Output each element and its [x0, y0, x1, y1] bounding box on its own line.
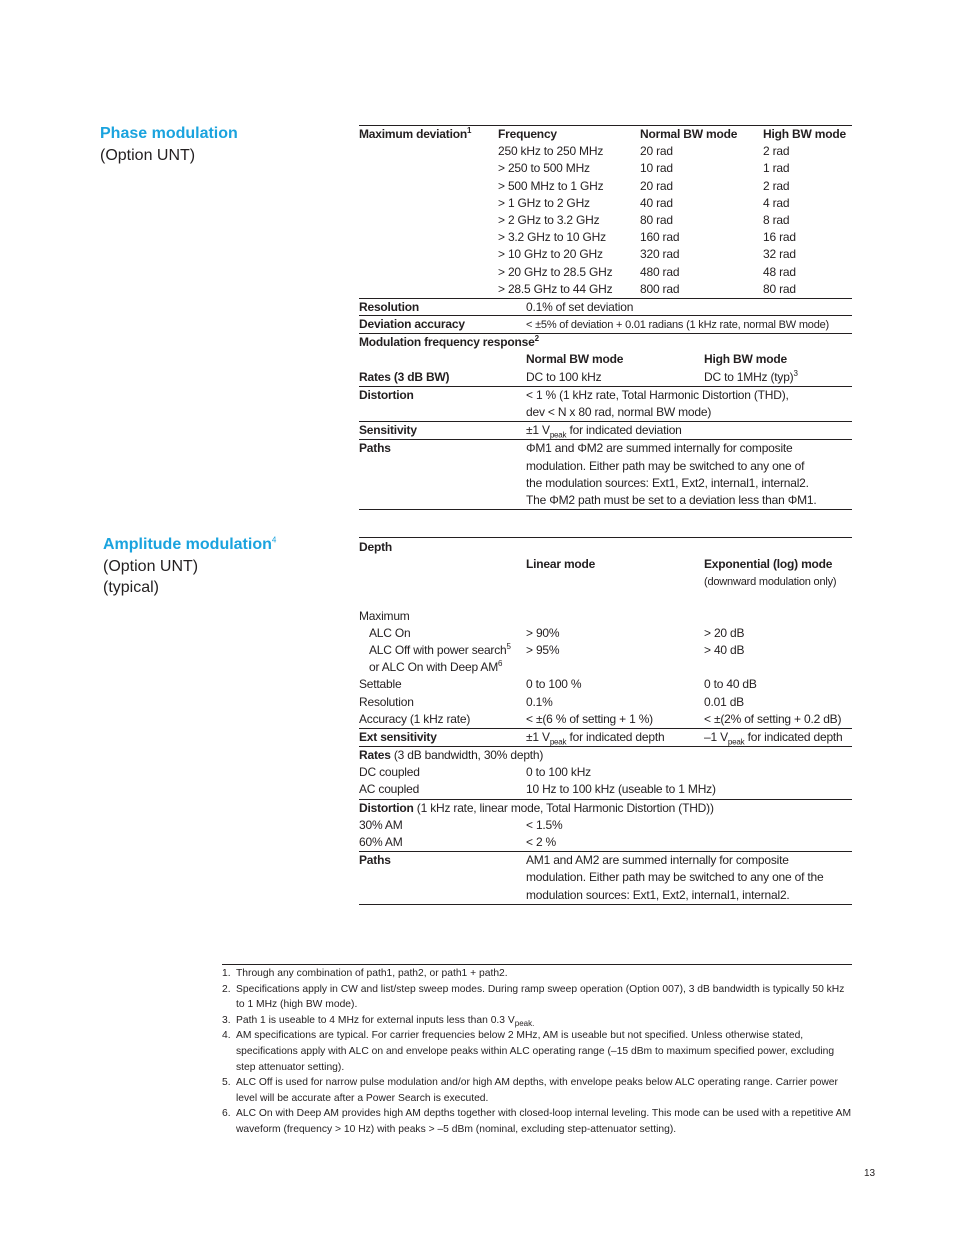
am-accuracy-exp: < ±(2% of setting + 0.2 dB): [704, 711, 842, 726]
footnote-item: [222, 982, 852, 1013]
am-alc-off-exp: > 40 dB: [704, 642, 745, 657]
footnote-text: Path 1 is useable to 4 MHz for external inputs less than 0.3 V: [236, 1014, 515, 1026]
am-30-value: < 1.5%: [526, 817, 563, 832]
pm-dev-high: 80 rad: [763, 281, 796, 296]
footnote-text: Specifications apply in CW and list/step sweep modes. During ramp sweep operation (Option 007), 3 dB bandwidth is typically 50 kHz to 1 MHz (high BW mode).: [236, 983, 845, 1011]
footnote-item: [222, 1106, 852, 1137]
am-dc-coupled-row: [359, 764, 852, 781]
pm-rates-row: [359, 369, 852, 387]
am-60-row: [359, 834, 852, 852]
footnote-item: [222, 1028, 852, 1075]
pm-dev-frequency: > 250 to 500 MHz: [498, 161, 590, 176]
am-exp-header: Exponential (log) mode: [704, 557, 833, 571]
pm-deviation-row: [359, 143, 852, 160]
pm-deviation-row: [359, 229, 852, 246]
am-paths-block: [359, 852, 852, 905]
pm-mfr-high-header: High BW mode: [704, 352, 787, 367]
am-dc-coupled-value: 0 to 100 kHz: [526, 765, 591, 780]
pm-dev-frequency: > 28.5 GHz to 44 GHz: [498, 281, 613, 296]
pm-dev-frequency: > 3.2 GHz to 10 GHz: [498, 230, 606, 245]
pm-spec-table: [359, 125, 852, 510]
pm-dev-high: 8 rad: [763, 212, 790, 227]
pm-paths-label: Paths: [359, 441, 391, 456]
footnotes: [222, 966, 852, 1138]
pm-accuracy-label: Deviation accuracy: [359, 317, 465, 332]
am-section-typical: (typical): [103, 579, 160, 596]
am-ext-sens-linear: ±1 $V_{peak}$ for indicated depth: [526, 729, 665, 747]
pm-dev-high: 1 rad: [763, 161, 790, 176]
am-resolution-label: Resolution: [359, 694, 414, 709]
normal-bw-header: Normal BW mode: [640, 127, 738, 141]
pm-section-subtitle: (Option UNT): [100, 147, 196, 164]
footnote-item: [222, 966, 852, 982]
footnote-number: 2.: [222, 983, 231, 995]
pm-mfr-label: Modulation frequency response$^2$: [359, 334, 539, 350]
pm-paths-row: [359, 475, 852, 492]
pm-rates-normal: DC to 100 kHz: [526, 369, 602, 384]
pm-dev-normal: 10 rad: [640, 161, 673, 176]
pm-paths-text: ΦM1 and ΦM2 are summed internally for composite: [526, 441, 793, 456]
am-maximum-row: [359, 608, 852, 625]
pm-accuracy-row: [359, 316, 852, 334]
pm-resolution-value: 0.1% of set deviation: [526, 299, 634, 314]
am-30-row: [359, 817, 852, 834]
am-settable-linear: 0 to 100 %: [526, 677, 582, 692]
footnote-number: 5.: [222, 1077, 231, 1089]
am-ext-sens-label: Ext sensitivity: [359, 729, 437, 744]
pm-sensitivity-row: [359, 422, 852, 440]
footnote-item: [222, 1075, 852, 1106]
pm-mfr-row: [359, 334, 852, 351]
am-alc-on-row: [359, 625, 852, 642]
am-60-value: < 2 %: [526, 835, 557, 849]
am-linear-header: Linear mode: [526, 557, 596, 571]
am-deep-am-label: or ALC On with Deep $AM^6$: [369, 659, 503, 675]
am-depth-row: [359, 537, 852, 556]
pm-dev-high: 48 rad: [763, 264, 796, 279]
am-dc-coupled-label: DC coupled: [359, 765, 420, 780]
pm-section-title: Phase modulation: [100, 125, 238, 142]
am-deep-am-row: [359, 659, 852, 676]
pm-dev-normal: 20 rad: [640, 144, 673, 159]
pm-dev-frequency: > 20 GHz to 28.5 GHz: [498, 264, 613, 279]
footnote-divider: [222, 964, 852, 965]
am-resolution-row: [359, 694, 852, 711]
am-alc-on-linear: > 90%: [526, 625, 560, 640]
pm-deviation-row: [359, 281, 852, 298]
pm-paths-row: [359, 492, 852, 509]
pm-dev-frequency: > 500 MHz to 1 GHz: [498, 178, 604, 193]
pm-paths-text: the modulation sources: Ext1, Ext2, internal1, internal2.: [526, 475, 809, 490]
am-settable-row: [359, 676, 852, 693]
am-paths-row: [359, 852, 852, 869]
pm-mfr-normal-header: Normal BW mode: [526, 352, 624, 367]
am-60-label: 60% AM: [359, 835, 403, 849]
frequency-header: Frequency: [498, 127, 557, 141]
pm-resolution-row: [359, 298, 852, 316]
pm-dev-frequency: > 1 GHz to 2 GHz: [498, 195, 590, 210]
am-depth-label: Depth: [359, 540, 392, 554]
am-alc-on-label: ALC On: [369, 625, 411, 640]
am-accuracy-linear: < ±(6 % of setting + 1 %): [526, 711, 653, 726]
pm-distortion-row2: [359, 404, 852, 422]
pm-distortion-line2: dev < N x 80 rad, normal BW mode): [526, 405, 712, 419]
am-settable-label: Settable: [359, 677, 402, 692]
pm-deviation-row: [359, 178, 852, 195]
am-exp-note: (downward modulation only): [704, 576, 837, 589]
pm-dev-normal: 800 rad: [640, 281, 680, 296]
pm-deviation-row: [359, 212, 852, 229]
footnote-text: ALC Off is used for narrow pulse modulation and/or high AM depths, with envelope peaks below ALC operating range. Carrier power level will be accurate after a Power Search is executed.: [236, 1077, 838, 1104]
pm-paths-row: [359, 440, 852, 457]
am-ext-sens-row: [359, 729, 852, 747]
pm-dev-normal: 20 rad: [640, 178, 673, 193]
footnote-text: Through any combination of path1, path2, or path1 + path2.: [236, 968, 508, 979]
pm-sensitivity-label: Sensitivity: [359, 423, 417, 438]
am-alc-off-linear: > 95%: [526, 642, 560, 657]
high-bw-header: High BW mode: [763, 127, 846, 141]
am-rates-row: [359, 747, 852, 764]
footnote-text: ALC On with Deep AM provides high AM depths together with closed-loop internal leveling. This mode can be used with a repetitive AM waveform (frequency > 10 Hz) with peaks > –5 dBm (nominal, excluding step-attenuator setting).: [236, 1108, 852, 1135]
am-exp-note-row: [359, 573, 852, 590]
am-alc-on-exp: > 20 dB: [704, 625, 745, 640]
am-paths-text: modulation sources: Ext1, Ext2, internal1, internal2.: [526, 887, 790, 902]
am-resolution-linear: 0.1%: [526, 694, 553, 709]
pm-dev-high: 2 rad: [763, 144, 790, 159]
pm-dev-high: 2 rad: [763, 178, 790, 193]
pm-mfr-head-row: [359, 351, 852, 368]
am-ac-coupled-value: 10 Hz to 100 kHz (useable to 1 MHz): [526, 782, 716, 797]
pm-paths-text: The ΦM2 path must be set to a deviation less than ΦM1.: [526, 492, 817, 507]
pm-dev-frequency: > 10 GHz to 20 GHz: [498, 247, 603, 262]
am-ext-sens-exp: –1 $V_{peak}$ for indicated depth: [704, 729, 843, 747]
pm-dev-header-row: [359, 125, 852, 143]
am-resolution-exp: 0.01 dB: [704, 694, 744, 709]
pm-distortion-line1: < 1 % (1 kHz rate, Total Harmonic Distortion (THD),: [526, 387, 789, 402]
pm-rates-label: Rates (3 dB BW): [359, 369, 450, 384]
max-deviation-label: Maximum deviation$^1$: [359, 126, 472, 141]
am-spacer: [359, 590, 852, 607]
am-alc-off-row: [359, 642, 852, 659]
footnote-subscript: peak.: [514, 1018, 535, 1028]
pm-deviation-row: [359, 195, 852, 212]
am-paths-row: [359, 869, 852, 886]
am-accuracy-row: [359, 711, 852, 729]
pm-paths-text: modulation. Either path may be switched to any one of: [526, 458, 805, 473]
am-paths-label: Paths: [359, 853, 391, 868]
am-ac-coupled-label: AC coupled: [359, 782, 420, 797]
pm-dev-high: 32 rad: [763, 247, 796, 262]
am-spec-table: [359, 537, 852, 905]
am-paths-text: modulation. Either path may be switched to any one of the: [526, 870, 824, 885]
am-distortion-label: Distortion (1 kHz rate, linear mode, Total Harmonic Distortion (THD)): [359, 800, 714, 815]
pm-dev-frequency: > 2 GHz to 3.2 GHz: [498, 212, 600, 227]
pm-distortion-label: Distortion: [359, 387, 414, 402]
am-depth-head-row: [359, 556, 852, 573]
pm-paths-row: [359, 458, 852, 475]
pm-dev-frequency: 250 kHz to 250 MHz: [498, 144, 604, 159]
pm-deviation-rows: [359, 143, 852, 298]
am-paths-text: AM1 and AM2 are summed internally for composite: [526, 853, 789, 868]
footnote-number: 1.: [222, 968, 231, 979]
footnote-number: 4.: [222, 1030, 231, 1042]
am-accuracy-label: Accuracy (1 kHz rate): [359, 711, 471, 726]
footnote-number: 3.: [222, 1014, 231, 1026]
footnote-item: [222, 1013, 852, 1029]
page-number: 13: [864, 1168, 876, 1179]
pm-dev-normal: 80 rad: [640, 212, 673, 227]
am-paths-row: [359, 887, 852, 904]
footnote-text: AM specifications are typical. For carrier frequencies below 2 MHz, AM is useable but not specified. Unless otherwise stated, specifications apply with ALC on and envelope peaks within ALC operating range (–15 dBm to maximum specified power, excluding step attenuator setting).: [236, 1030, 835, 1073]
am-alc-off-label: ALC Off with power search$^5$: [369, 641, 511, 657]
am-settable-exp: 0 to 40 dB: [704, 677, 757, 692]
pm-accuracy-value: < ±5% of deviation + 0.01 radians (1 kHz rate, normal BW mode): [526, 319, 830, 332]
pm-dev-normal: 480 rad: [640, 264, 680, 279]
pm-rates-high: DC to 1MHz (typ)$^3$: [704, 368, 798, 384]
pm-dev-high: 4 rad: [763, 195, 790, 210]
pm-dev-normal: 40 rad: [640, 195, 673, 210]
pm-deviation-row: [359, 264, 852, 281]
pm-sensitivity-value: ±1 $V_{peak}$ for indicated deviation: [526, 423, 682, 440]
pm-deviation-row: [359, 160, 852, 177]
pm-dev-high: 16 rad: [763, 230, 796, 245]
am-distortion-row: [359, 800, 852, 817]
pm-dev-normal: 320 rad: [640, 247, 680, 262]
pm-dev-normal: 160 rad: [640, 230, 680, 245]
am-rates-label: Rates (3 dB bandwidth, 30% depth): [359, 748, 544, 763]
am-ac-coupled-row: [359, 781, 852, 799]
am-30-label: 30% AM: [359, 817, 403, 832]
pm-distortion-row: [359, 387, 852, 404]
pm-deviation-row: [359, 246, 852, 263]
am-section-subtitle: (Option UNT): [103, 558, 199, 575]
pm-resolution-label: Resolution: [359, 299, 419, 314]
am-section-title: Amplitude modulation$^4$: [103, 535, 277, 553]
footnote-number: 6.: [222, 1108, 231, 1120]
am-maximum-label: Maximum: [359, 608, 410, 623]
pm-paths-block: [359, 440, 852, 510]
